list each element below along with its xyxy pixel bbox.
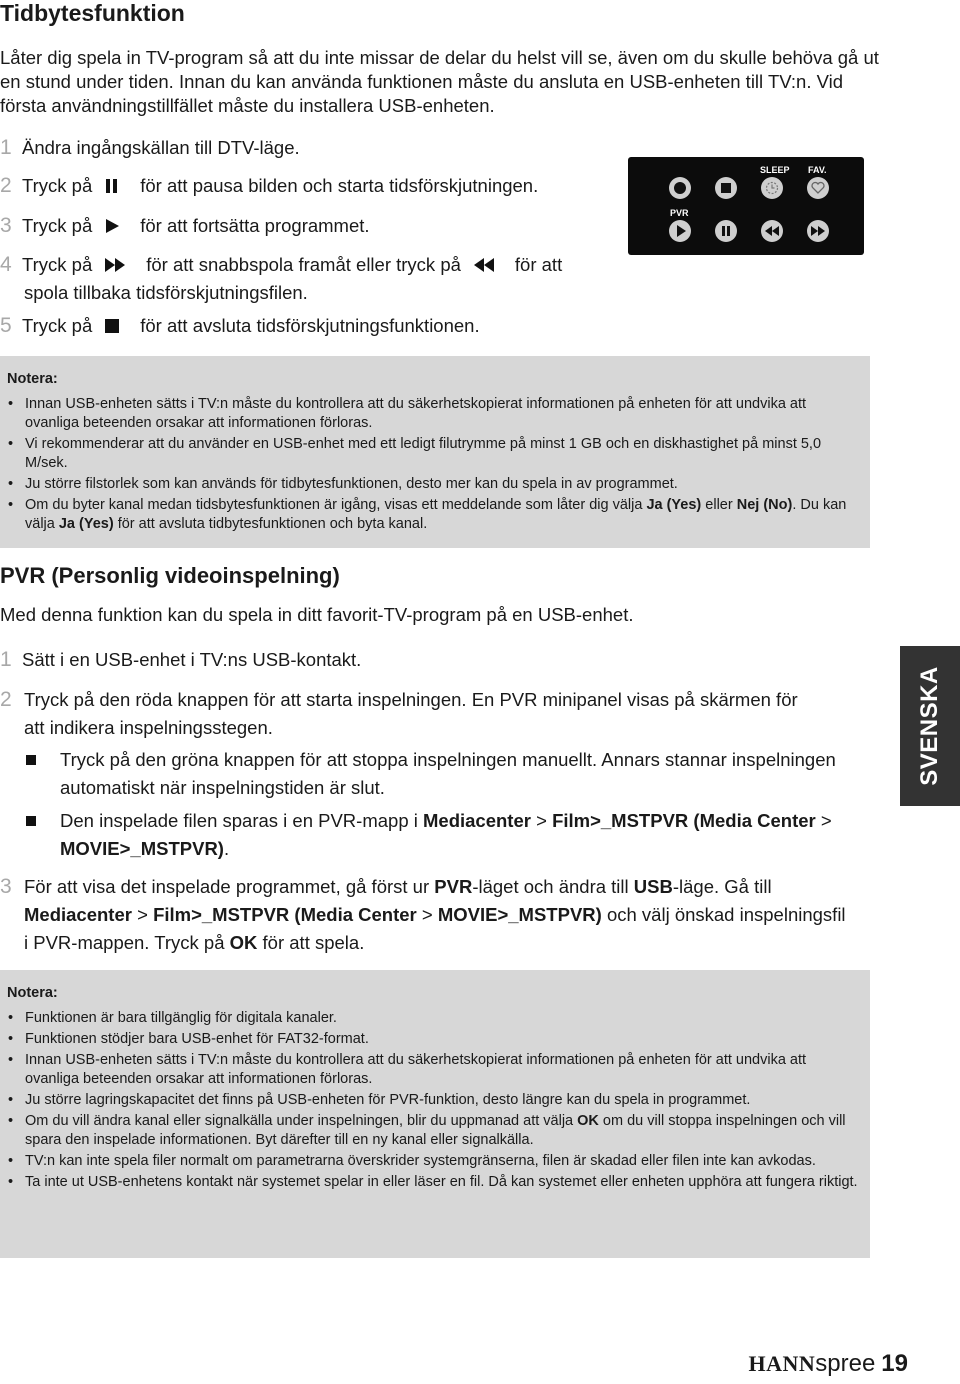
rewind-button [761, 220, 783, 242]
note-heading: Notera: [7, 985, 58, 1001]
fast-forward-icon [104, 258, 126, 272]
step-number: 4 [0, 253, 12, 276]
page-title: Tidbytesfunktion [0, 0, 185, 26]
page-number: 19 [881, 1350, 908, 1377]
note-item: • Om du byter kanal medan tidsbytesfunktionen är igång, visas ett meddelande som låter dig välja Ja (Yes) eller Nej (No). Du kan välja Ja (Yes) för att avsluta tidbytesfunktionen och byta kanal. [7, 496, 858, 534]
pvr-label: PVR [670, 208, 689, 218]
step-text: för att pausa bilden och starta tidsförskjutningen. [140, 175, 539, 196]
note-list [7, 395, 858, 534]
play-icon [104, 219, 120, 233]
play-icon [669, 220, 691, 242]
stop-icon [715, 177, 737, 199]
stop-icon [104, 319, 120, 333]
step-number: 5 [0, 314, 12, 337]
note-item: • Ju större lagringskapacitet det finns på USB-enheten för PVR-funktion, desto längre kan du spela in programmet. [7, 1091, 858, 1110]
step-number: 3 [0, 875, 12, 898]
language-label: SVENSKA [916, 666, 943, 786]
pvr-step-3 [0, 873, 850, 957]
language-side-tab [900, 646, 960, 806]
timeshift-step-3 [0, 212, 370, 240]
fav-label: FAV. [808, 165, 827, 175]
note-item: • Ju större filstorlek som kan används för tidbytesfunktionen, desto mer kan du spela in av programmet. [7, 475, 858, 494]
play-button [669, 220, 691, 242]
brand-logo-part1: HANN [748, 1351, 816, 1376]
step-text: Tryck på [22, 215, 93, 236]
step-number: 1 [0, 648, 12, 671]
rewind-icon [473, 258, 495, 272]
timeshift-step-5 [0, 312, 480, 340]
fast-forward-button [807, 220, 829, 242]
step-number: 1 [0, 136, 12, 159]
note-item: • Innan USB-enheten sätts i TV:n måste du kontrollera att du säkerhetskopierat informationen på enheten för att undvika att ovanliga beteenden orsakar att informationen förloras. [7, 395, 858, 433]
note-item: • Om du vill ändra kanal eller signalkälla under inspelningen, blir du uppmanad att välja OK om du vill stoppa inspelningen och vill spara den inspelade informationen. Byt därefter till en ny kanal eller signalkälla. [7, 1112, 858, 1150]
bullet-square-icon [26, 816, 36, 826]
step-number: 2 [0, 174, 12, 197]
pvr-lead: Med denna funktion kan du spela in ditt favorit-TV-program på en USB-enhet. [0, 604, 634, 625]
note-item: • TV:n kan inte spela filer normalt om parametrarna överskrider systemgränserna, filen är skadad eller filen inte kan avkodas. [7, 1152, 858, 1171]
pause-icon [104, 179, 120, 193]
timeshift-step-4 [0, 251, 640, 279]
section-heading-pvr: PVR (Personlig videoinspelning) [0, 563, 340, 588]
stop-button [715, 177, 737, 199]
note-box-timeshift [0, 356, 870, 548]
step-text: För att visa det inspelade programmet, gå först ur PVR-läget och ändra till USB-läge. Gå till Mediacenter > Film>_MSTPVR (Media Center > MOVIE>_MSTPVR) och välj önskad inspelningsfil i PVR-mappen. Tryck på OK för att spela. [24, 876, 846, 953]
step-text: för att snabbspola framåt eller tryck på [146, 254, 461, 275]
pause-icon [715, 220, 737, 242]
favorite-icon [807, 177, 829, 199]
step-text: för att avsluta tidsförskjutningsfunktionen. [140, 315, 480, 336]
step-text: för att fortsätta programmet. [140, 215, 370, 236]
pvr-step-1 [0, 646, 870, 674]
fast-forward-icon [807, 220, 829, 242]
sleep-icon [761, 177, 783, 199]
step-text: Ändra ingångskällan till DTV-läge. [22, 137, 300, 158]
rewind-icon [761, 220, 783, 242]
step-text: Tryck på [22, 315, 93, 336]
note-box-pvr [0, 970, 870, 1258]
pvr-bullet-2: Den inspelade filen sparas i en PVR-mapp i Mediacenter > Film>_MSTPVR (Media Center > MOVIE>_MSTPVR). [60, 810, 832, 859]
pvr-bullet-1: Tryck på den gröna knappen för att stoppa inspelningen manuellt. Annars stannar inspelningen automatiskt när inspelningstiden är slut. [60, 749, 836, 798]
note-heading: Notera: [7, 371, 58, 387]
bullet-square-icon [26, 755, 36, 765]
timeshift-step-1 [0, 134, 300, 162]
step-text: Tryck på [22, 175, 93, 196]
timeshift-step-2 [0, 172, 538, 200]
sleep-button [761, 177, 783, 199]
pvr-step-2 [0, 686, 800, 742]
pause-button [715, 220, 737, 242]
record-button [669, 177, 691, 199]
step-text: Tryck på den röda knappen för att starta inspelningen. En PVR minipanel visas på skärmen för att indikera inspelningsstegen. [24, 689, 798, 738]
step-text: Sätt i en USB-enhet i TV:ns USB-kontakt. [22, 649, 362, 670]
step-number: 2 [0, 688, 12, 711]
brand-logo-part2: spree [815, 1350, 876, 1377]
step-text: för att [514, 254, 563, 275]
step-number: 3 [0, 214, 12, 237]
note-item: • Vi rekommenderar att du använder en USB-enhet med ett ledigt filutrymme på minst 1 GB och en diskhastighet på minst 5,0 M/sek. [7, 435, 858, 473]
remote-control-illustration [628, 157, 864, 255]
sleep-label: SLEEP [760, 165, 790, 175]
step-text: Tryck på [22, 254, 93, 275]
note-list [7, 1009, 858, 1192]
note-item: • Ta inte ut USB-enhetens kontakt när systemet spelar in eller läser en fil. Då kan systemet eller enheten upphöra att fungera riktigt. [7, 1173, 858, 1192]
timeshift-step-4-cont: spola tillbaka tidsförskjutningsfilen. [24, 282, 308, 303]
favorite-button [807, 177, 829, 199]
intro-paragraph: Låter dig spela in TV-program så att du inte missar de delar du helst vill se, även om du skulle behöva gå ut en stund under tiden. Innan du kan använda funktionen måste du ansluta en USB-enheten till TV:n. Vid första användningstillfället måste du installera USB-enheten. [0, 47, 879, 116]
page-footer [748, 1350, 908, 1378]
record-icon [669, 177, 691, 199]
note-item: • Innan USB-enheten sätts i TV:n måste du kontrollera att du säkerhetskopierat informationen på enheten för att undvika att ovanliga beteenden orsakar att informationen förloras. [7, 1051, 858, 1089]
note-item: • Funktionen är bara tillgänglig för digitala kanaler. [7, 1009, 858, 1028]
note-item: • Funktionen stödjer bara USB-enhet för FAT32-format. [7, 1030, 858, 1049]
